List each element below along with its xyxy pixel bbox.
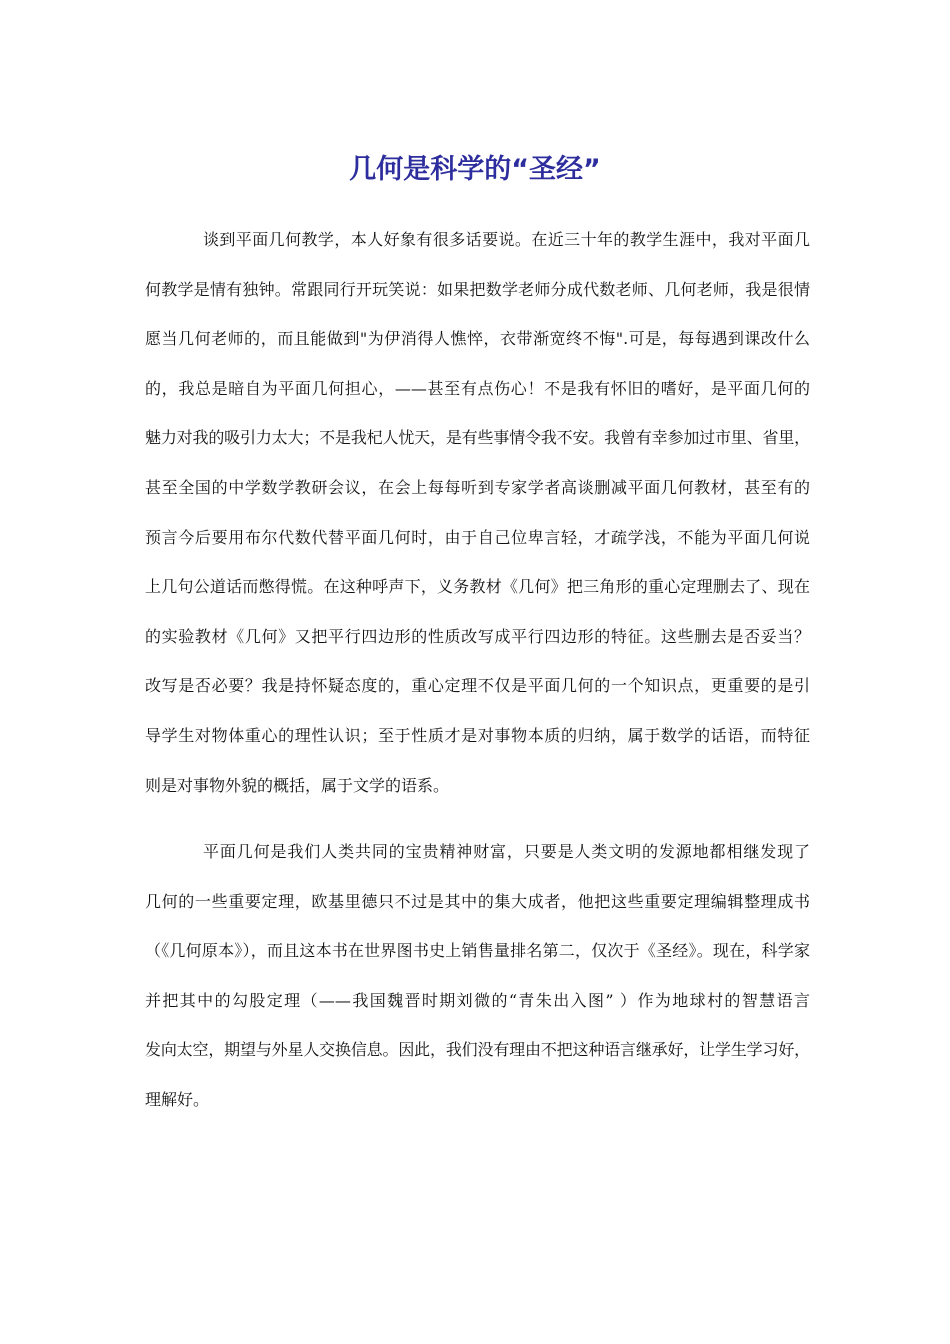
- paragraph-2: [145, 827, 810, 1125]
- paragraph-line: 平面几何是我们人类共同的宝贵精神财富，只要是人类文明的发源地都相继发现了: [203, 842, 810, 861]
- paragraph-line: 则是对事物外貌的概括，属于文学的语系。: [145, 775, 450, 795]
- paragraph-line: 预言今后要用布尔代数代替平面几何时，由于自己位卑言轻，才疏学浅，不能为平面几何说: [145, 527, 810, 547]
- paragraph-line: （《几何原本》），而且这本书在世界图书史上销售量排名第二，仅次于《圣经》。现在，科学家: [145, 941, 810, 961]
- paragraph-line: 导学生对物体重心的理性认识；至于性质才是对事物本质的归纳，属于数学的话语，而特征: [145, 725, 810, 745]
- paragraph-1: [145, 215, 810, 810]
- paragraph-line: 并把其中的勾股定理（——我国魏晋时期刘微的“青朱出入图” ）作为地球村的智慧语言: [145, 990, 810, 1010]
- paragraph-line: 甚至全国的中学数学教研会议，在会上每每听到专家学者高谈删减平面几何教材，甚至有的: [145, 477, 810, 497]
- paragraph-line: 发向太空，期望与外星人交换信息。因此，我们没有理由不把这种语言继承好，让学生学习好，: [145, 1040, 810, 1060]
- paragraph-line: 谈到平面几何教学，本人好象有很多话要说。在近三十年的教学生涯中，我对平面几: [203, 230, 810, 249]
- paragraph-line: 魅力对我的吸引力太大；不是我杞人忧天，是有些事情令我不安。我曾有幸参加过市里、省里，: [145, 428, 810, 448]
- paragraph-line: 改写是否必要？我是持怀疑态度的，重心定理不仅是平面几何的一个知识点，更重要的是引: [145, 676, 810, 696]
- document-title: 几何是科学的“圣经”: [349, 154, 601, 185]
- paragraph-line: 理解好。: [145, 1089, 210, 1109]
- paragraph-line: 何教学是情有独钟。常跟同行开玩笑说：如果把数学老师分成代数老师、几何老师，我是很情: [145, 279, 810, 299]
- paragraph-line: 几何的一些重要定理，欧基里德只不过是其中的集大成者，他把这些重要定理编辑整理成书: [145, 891, 810, 911]
- paragraph-line: 愿当几何老师的，而且能做到"为伊消得人憔悴，衣带渐宽终不悔".可是，每每遇到课改什么: [145, 329, 810, 349]
- paragraph-line: 上几句公道话而憋得慌。在这种呼声下，义务教材《几何》把三角形的重心定理删去了、现在: [145, 577, 810, 597]
- paragraph-line: 的实验教材《几何》又把平行四边形的性质改写成平行四边形的特征。这些删去是否妥当？: [145, 626, 810, 646]
- paragraph-line: 的，我总是暗自为平面几何担心，——甚至有点伤心！不是我有怀旧的嗜好，是平面几何的: [145, 378, 810, 398]
